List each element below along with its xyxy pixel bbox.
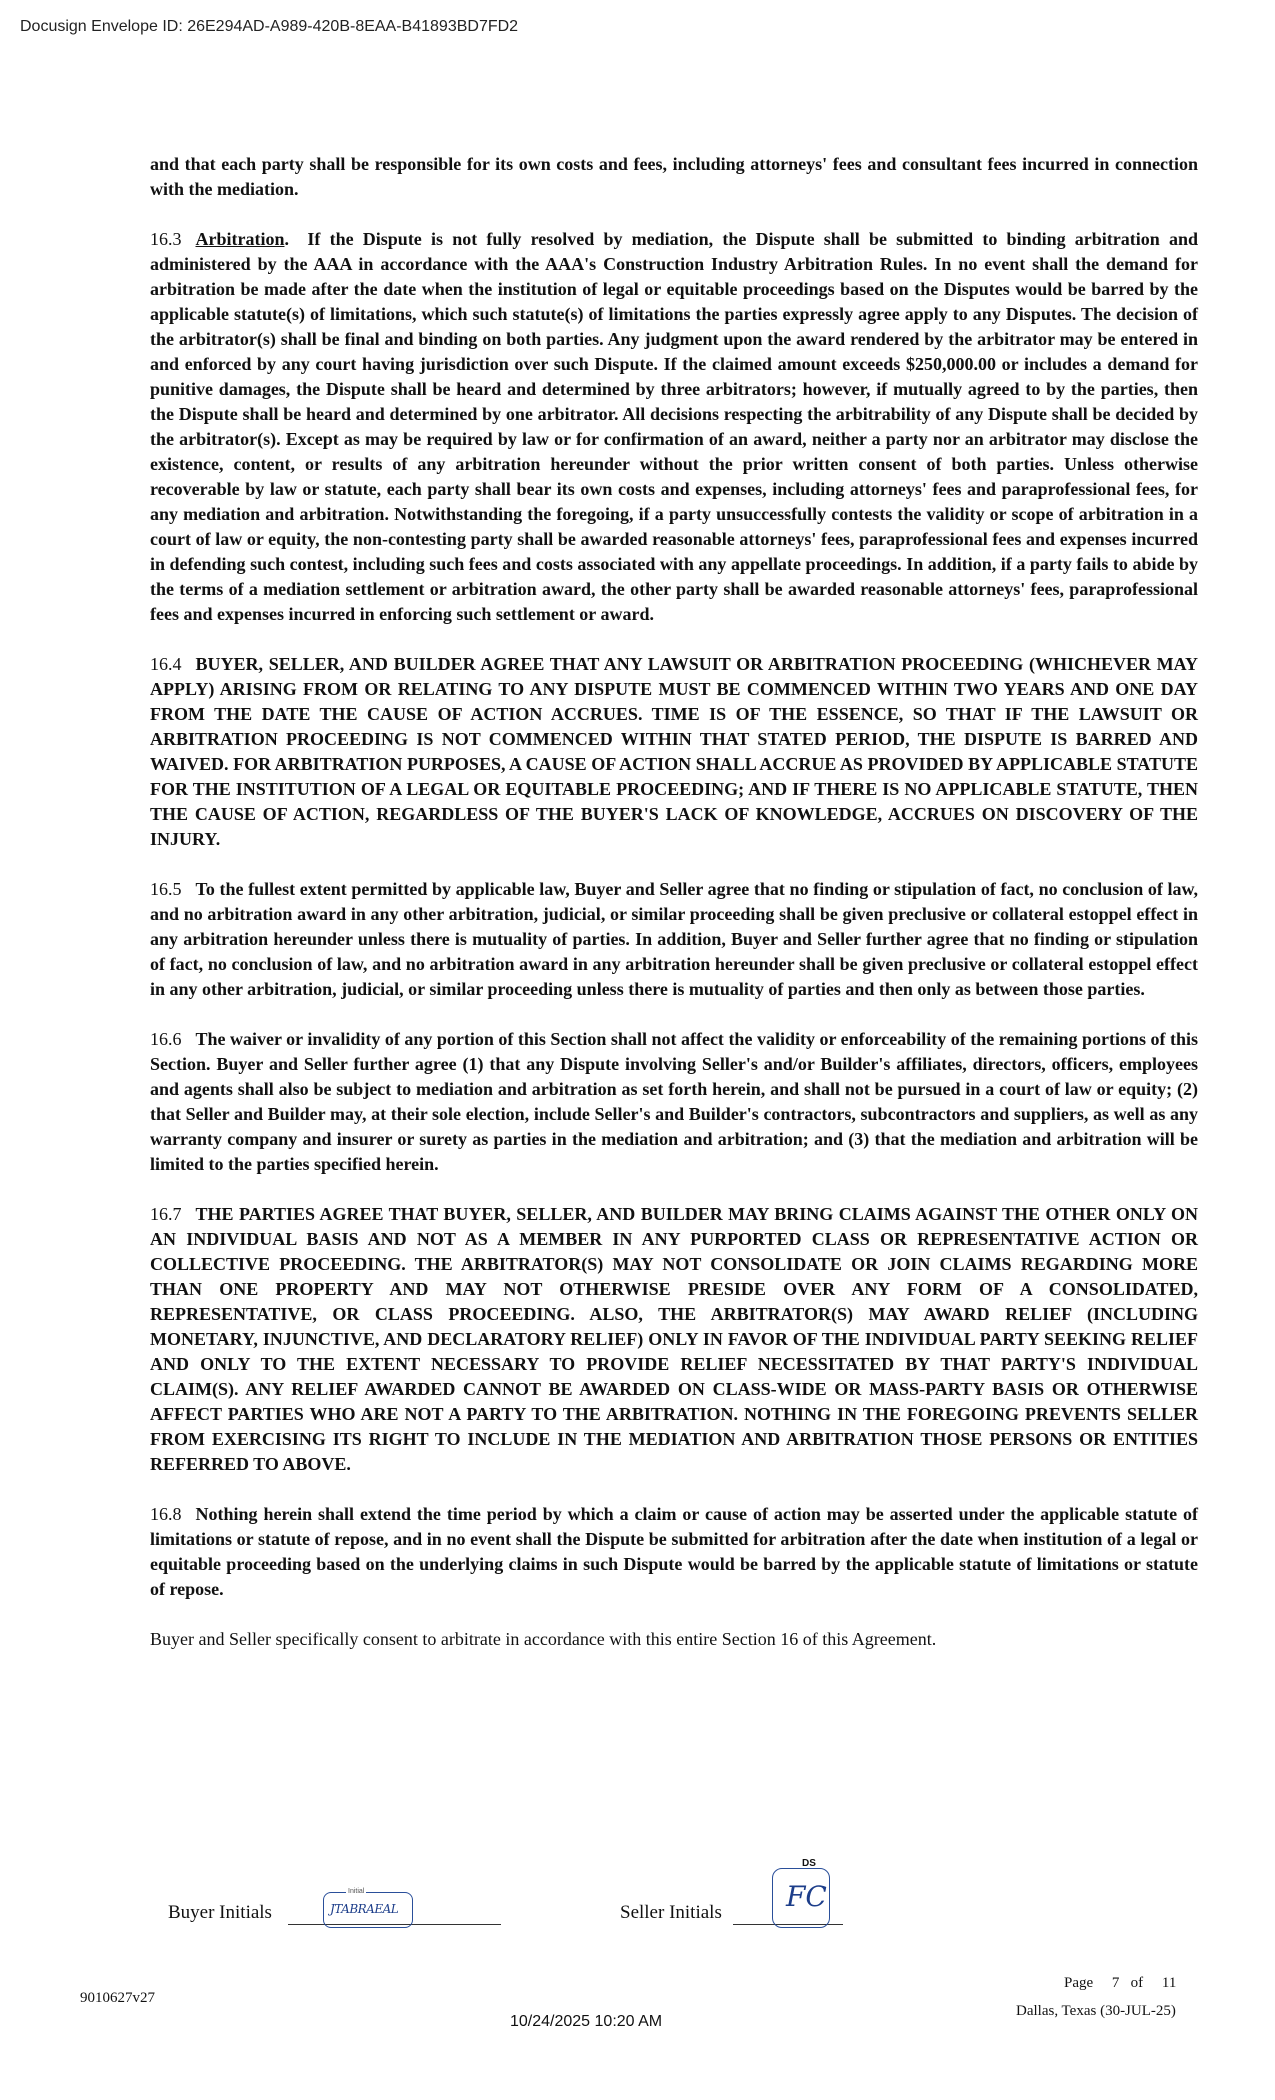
seller-initials-tag: DS xyxy=(802,1858,816,1869)
page-total: 11 xyxy=(1161,1975,1177,1991)
footer-timestamp: 10/24/2025 10:20 AM xyxy=(510,2013,663,2030)
document-code: 9010627v27 xyxy=(80,1990,155,2006)
page-indicator xyxy=(1064,1975,1176,1992)
section-text: BUYER, SELLER, AND BUILDER AGREE THAT ANY LAWSUIT OR ARBITRATION PROCEEDING (WHICHEVER MAY APPLY) ARISING FROM OR RELATING TO ANY DISPUTE MUST BE COMMENCED WITHIN TWO YEARS AND ONE DAY FROM THE DATE THE CAUSE OF ACTION ACCRUES. TIME IS OF THE ESSENCE, SO THAT IF THE LAWSUIT OR ARBITRATION PROCEEDING IS NOT COMMENCED WITHIN THAT STATED PERIOD, THE DISPUTE IS BARRED AND WAIVED. FOR ARBITRATION PURPOSES, A CAUSE OF ACTION SHALL ACCRUE AS PROVIDED BY APPLICABLE STATUTE FOR THE INSTITUTION OF A LEGAL OR EQUITABLE PROCEEDING; AND IF THERE IS NO APPLICABLE STATUTE, THEN THE CAUSE OF ACTION, REGARDLESS OF THE BUYER'S LACK OF KNOWLEDGE, ACCRUES ON DISCOVERY OF THE INJURY. xyxy=(150,654,1198,849)
footer-location: Dallas, Texas (30-JUL-25) xyxy=(1016,2003,1176,2019)
section-heading: Arbitration xyxy=(195,229,285,249)
section-16-4 xyxy=(150,652,1198,852)
section-16-8 xyxy=(150,1502,1198,1602)
seller-initials-signature: FC xyxy=(786,1880,827,1913)
consent-statement: Buyer and Seller specifically consent to arbitrate in accordance with this entire Section 16 of this Agreement. xyxy=(150,1629,937,1649)
section-number: 16.4 xyxy=(150,654,182,674)
section-text: Nothing herein shall extend the time period by which a claim or cause of action may be asserted under the applicable statute of limitations or statute of repose, and in no event shall the Dispute be submitted for arbitration after the date when institution of a legal or equitable proceeding based on the underlying claims in such Dispute would be barred by the applicable statute of limitations or statute of repose. xyxy=(150,1504,1198,1599)
initials-row xyxy=(168,1858,1068,1948)
seller-initials-label: Seller Initials xyxy=(620,1902,722,1923)
section-number: 16.7 xyxy=(150,1204,182,1224)
section-text: The waiver or invalidity of any portion of this Section shall not affect the validity or enforceability of the remaining portions of this Section. Buyer and Seller further agree (1) that any Dispute involving Seller's and/or Builder's affiliates, directors, officers, employees and agents shall also be subject to mediation and arbitration as set forth herein, and shall not be pursued in a court of law or equity; (2) that Seller and Builder may, at their sole election, include Seller's and Builder's contractors, subcontractors and suppliers, as well as any warranty company and insurer or surety as parties in the mediation and arbitration; and (3) that the mediation and arbitration will be limited to the parties specified herein. xyxy=(150,1029,1198,1174)
envelope-id: Docusign Envelope ID: 26E294AD-A989-420B-8EAA-B41893BD7FD2 xyxy=(20,18,519,35)
buyer-initials-signature: JTABRAEAL xyxy=(330,1902,399,1916)
section-16-5 xyxy=(150,877,1198,1002)
section-number: 16.6 xyxy=(150,1029,182,1049)
document-body xyxy=(150,152,1198,1677)
buyer-initials-label: Buyer Initials xyxy=(168,1902,272,1923)
section-16-7 xyxy=(150,1202,1198,1477)
section-number: 16.3 xyxy=(150,229,182,249)
buyer-initials-tag: Initial xyxy=(348,1888,365,1895)
section-16-6 xyxy=(150,1027,1198,1177)
section-text: If the Dispute is not fully resolved by mediation, the Dispute shall be submitted to binding arbitration and administered by the AAA in accordance with the AAA's Construction Industry Arbitration Rules. In no event shall the demand for arbitration be made after the date when the institution of legal or equitable proceedings based on the Disputes would be barred by the applicable statute(s) of limitations, which such statute(s) of limitations the parties expressly agree apply to any Disputes. The decision of the arbitrator(s) shall be final and binding on both parties. Any judgment upon the award rendered by the arbitrator may be entered in and enforced by any court having jurisdiction over such Dispute. If the claimed amount exceeds $250,000.00 or includes a demand for punitive damages, the Dispute shall be heard and determined by three arbitrators; however, if mutually agreed to by the parties, then the Dispute shall be heard and determined by one arbitrator. All decisions respecting the arbitrability of any Dispute shall be decided by the arbitrator(s). Except as may be required by law or for confirmation of an award, neither a party nor an arbitrator may disclose the existence, content, or results of any arbitration hereunder without the prior written consent of both parties. Unless otherwise recoverable by law or statute, each party shall bear its own costs and expenses, including attorneys' fees and paraprofessional fees, for any mediation and arbitration. Notwithstanding the foregoing, if a party unsuccessfully contests the validity or scope of arbitration in a court of law or equity, the non-contesting party shall be awarded reasonable attorneys' fees, paraprofessional fees and expenses incurred in defending such contest, including such fees and costs associated with any appellate proceedings. In addition, if a party fails to abide by the terms of a mediation settlement or arbitration award, the other party shall be awarded reasonable attorneys' fees, paraprofessional fees and expenses incurred in enforcing such settlement or award. xyxy=(150,229,1199,624)
page-number: 7 xyxy=(1111,1975,1120,1991)
of-word: of xyxy=(1130,1975,1144,1991)
section-number: 16.5 xyxy=(150,879,182,899)
section-text: To the fullest extent permitted by applicable law, Buyer and Seller agree that no finding or stipulation of fact, no conclusion of law, and no arbitration award in any other arbitration, judicial, or similar proceeding shall be given preclusive or collateral estoppel effect in any arbitration hereunder unless there is mutuality of parties. In addition, Buyer and Seller further agree that no finding or stipulation of fact, no conclusion of law, and no arbitration award in any arbitration hereunder shall be given preclusive or collateral estoppel effect in any other arbitration, judicial, or similar proceeding unless there is mutuality of parties and then only as between those parties. xyxy=(150,879,1198,999)
section-text: THE PARTIES AGREE THAT BUYER, SELLER, AND BUILDER MAY BRING CLAIMS AGAINST THE OTHER ONLY ON AN INDIVIDUAL BASIS AND NOT AS A MEMBER IN ANY PURPORTED CLASS OR REPRESENTATIVE ACTION OR COLLECTIVE PROCEEDING. THE ARBITRATOR(S) MAY NOT CONSOLIDATE OR JOIN CLAIMS REGARDING MORE THAN ONE PROPERTY AND MAY NOT OTHERWISE PRESIDE OVER ANY FORM OF A CONSOLIDATED, REPRESENTATIVE, OR CLASS PROCEEDING. ALSO, THE ARBITRATOR(S) MAY AWARD RELIEF (INCLUDING MONETARY, INJUNCTIVE, AND DECLARATORY RELIEF) ONLY IN FAVOR OF THE INDIVIDUAL PARTY SEEKING RELIEF AND ONLY TO THE EXTENT NECESSARY TO PROVIDE RELIEF NECESSITATED BY THAT PARTY'S INDIVIDUAL CLAIM(S). ANY RELIEF AWARDED CANNOT BE AWARDED ON CLASS-WIDE OR MASS-PARTY BASIS OR OTHERWISE AFFECT PARTIES WHO ARE NOT A PARTY TO THE ARBITRATION. NOTHING IN THE FOREGOING PREVENTS SELLER FROM EXERCISING ITS RIGHT TO INCLUDE IN THE MEDIATION AND ARBITRATION THOSE PERSONS OR ENTITIES REFERRED TO ABOVE. xyxy=(150,1204,1198,1474)
section-number: 16.8 xyxy=(150,1504,182,1524)
page-word: Page xyxy=(1064,1975,1094,1991)
section-16-3: 16.3 Arbitration. If the Dispute is not fully resolved by mediation, the Dispute shall be submitted to binding arbitration and administered by the AAA in accordance with the AAA's Construction Industry Arbitration Rules. In no event shall the demand for arbitration be made after the date when the institution of legal or equitable proceedings based on the Disputes would be barred by the applicable statute(s) of limitations, which such statute(s) of limitations the parties expressly agree apply to any Disputes. The decision of the arbitrator(s) shall be final and binding on both parties. Any judgment upon the award rendered by the arbitrator may be entered in and enforced by any court having jurisdiction over such Dispute. If the claimed amount exceeds $250,000.00 or includes a demand for punitive damages, the Dispute shall be heard and determined by three arbitrators; however, if mutually agreed to by the parties, then the Dispute shall be heard and determined by one arbitrator. All decisions respecting the arbitrability of any Dispute shall be decided by the arbitrator(s). Except as may be required by law or for confirmation of an award, neither a party nor an arbitrator may disclose the existence, content, or results of any arbitration hereunder without the prior written consent of both parties. Unless otherwise recoverable by law or statute, each party shall bear its own costs and expenses, including attorneys' fees and paraprofessional fees, for any mediation and arbitration. Notwithstanding the foregoing, if a party unsuccessfully contests the validity or scope of arbitration in a court of law or equity, the non-contesting party shall be awarded reasonable attorneys' fees, paraprofessional fees and expenses incurred in defending such contest, including such fees and costs associated with any appellate proceedings. In addition, if a party fails to abide by the terms of a mediation settlement or arbitration award, the other party shall be awarded reasonable attorneys' fees, paraprofessional fees and expenses incurred in enforcing such settlement or award. xyxy=(150,229,1199,624)
continuation-paragraph: and that each party shall be responsible for its own costs and fees, including attorneys' fees and consultant fees incurred in connection with the mediation. xyxy=(150,154,1198,199)
